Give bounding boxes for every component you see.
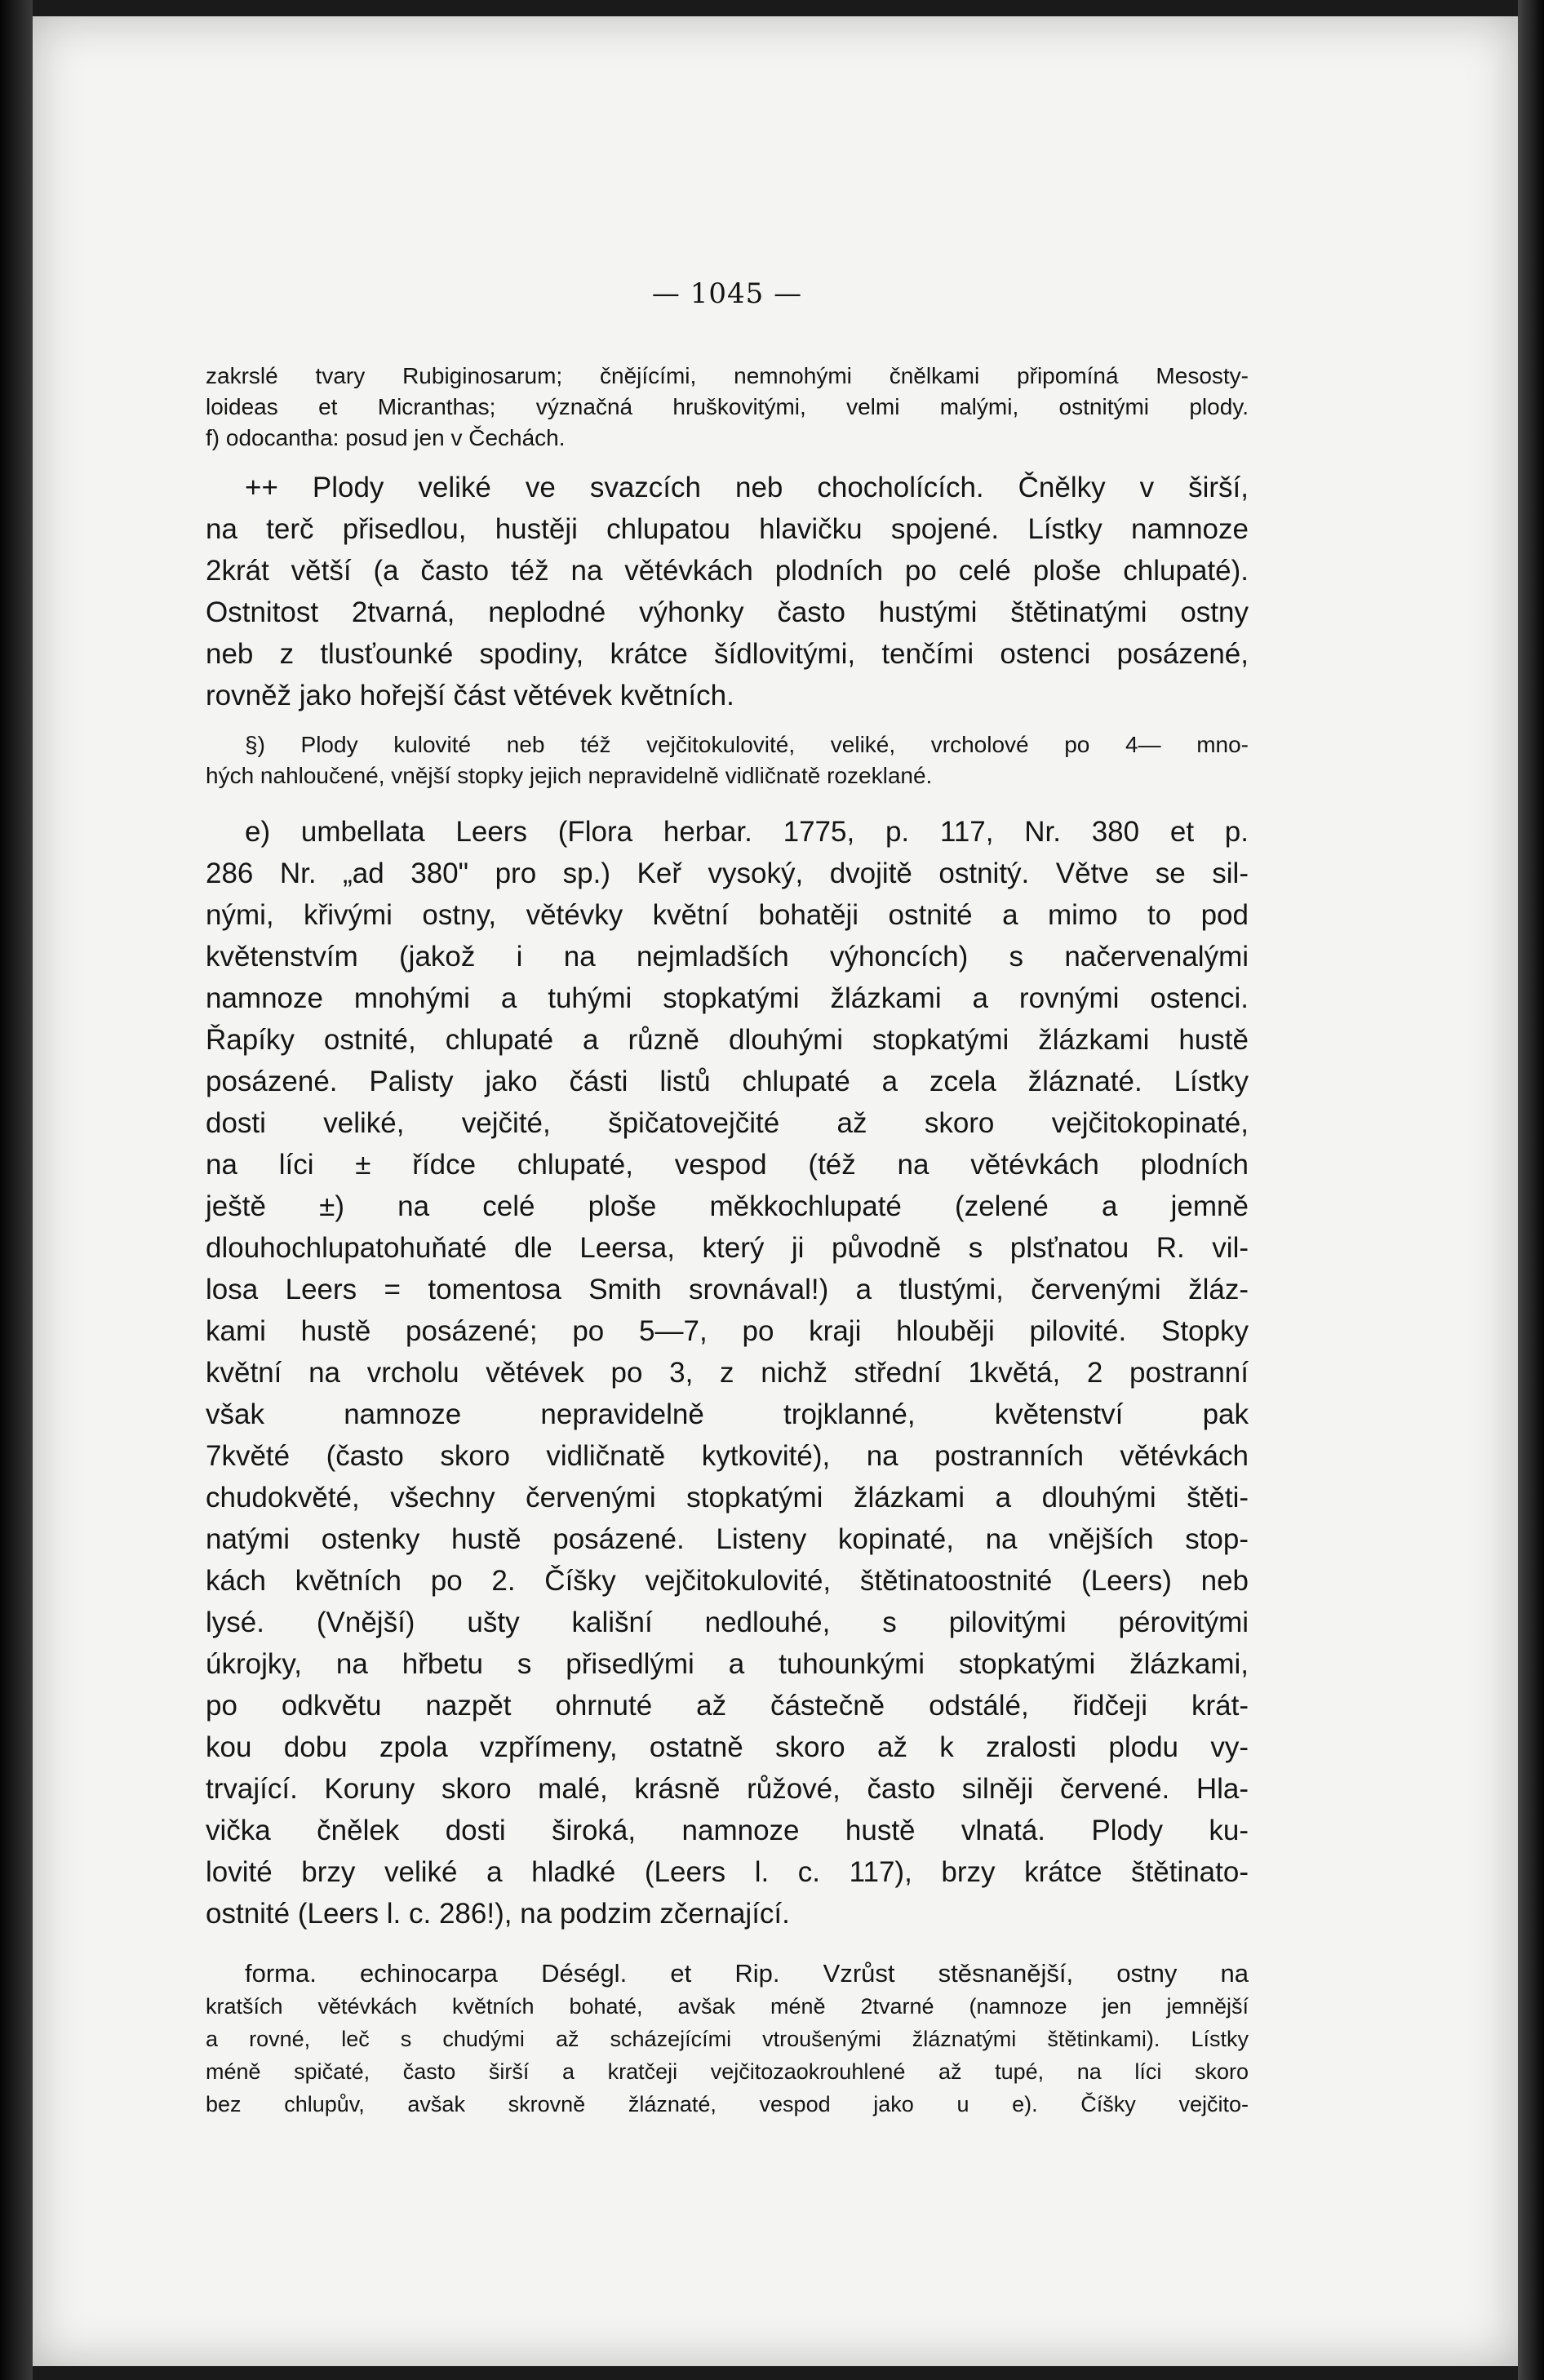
text-line: f) odocantha: posud jen v Čechách.: [206, 425, 566, 450]
text-line: méně spičaté, často širší a kratčeji vejčitozaokrouhlené až tupé, na líci skoro: [206, 2059, 1249, 2084]
text-line: dlouhochlupatohuňaté dle Leersa, který ji původně s plsťnatou R. vil-: [206, 1232, 1249, 1264]
text-line: ++ Plody veliké ve svazcích neb chocholících. Čnělky v širší,: [245, 472, 1249, 503]
text-line: kratších větévkách květních bohaté, avšak méně 2tvarné (namnoze jen jemnější: [206, 1994, 1249, 2019]
paragraph-section-mark: [206, 729, 1249, 791]
text-line: §) Plody kulovité neb též vejčitokulovité, veliké, vrcholové po 4— mno-: [245, 732, 1249, 757]
text-line: trvající. Koruny skoro malé, krásně růžové, často silněji červené. Hla-: [206, 1773, 1249, 1805]
text-line: natými ostenky hustě posázené. Listeny kopinaté, na vnějších stop-: [206, 1523, 1249, 1555]
text-line: bez chlupův, avšak skrovně žláznaté, vespod jako u e). Číšky vejčito-: [206, 2092, 1249, 2116]
text-line: Ostnitost 2tvarná, neplodné výhonky často hustými štětinatými ostny: [206, 596, 1249, 628]
text-line: na terč přisedlou, hustěji chlupatou hlavičku spojené. Lístky namnoze: [206, 513, 1249, 545]
text-line: lovité brzy veliké a hladké (Leers l. c. 117), brzy krátce štětinato-: [206, 1856, 1249, 1888]
text-line: ostnité (Leers l. c. 286!), na podzim zčernající.: [206, 1898, 790, 1930]
text-line: rovněž jako hořejší část větévek květních.: [206, 680, 734, 711]
text-line: 7květé (často skoro vidličnatě kytkovité), na postranních větévkách: [206, 1440, 1249, 1472]
paragraph-continuation: [206, 361, 1249, 454]
page-text: [206, 277, 1249, 2121]
text-line: loideas et Micranthas; význačná hruškovitými, velmi malými, ostnitými plody.: [206, 394, 1249, 419]
text-line: kami hustě posázené; po 5—7, po kraji hlouběji pilovité. Stopky: [206, 1315, 1249, 1347]
text-line: po odkvětu nazpět ohrnuté až částečně odstálé, řidčeji krát-: [206, 1690, 1249, 1722]
paragraph-plody-velike: [206, 467, 1249, 716]
page-number: — 1045 —: [651, 277, 803, 310]
text-line: losa Leers = tomentosa Smith srovnával!) a tlustými, červenými žláz-: [206, 1274, 1249, 1305]
text-line: posázené. Palisty jako části listů chlupaté a zcela žláznaté. Lístky: [206, 1066, 1249, 1097]
text-line: hých nahloučené, vnější stopky jejich nepravidelně vidličnatě rozeklané.: [206, 763, 933, 788]
text-line: ještě ±) na celé ploše měkkochlupaté (zelené a jemně: [206, 1190, 1249, 1222]
text-line: květenstvím (jakož i na nejmladších výhoncích) s načervenalými: [206, 941, 1249, 973]
text-line: zakrslé tvary Rubiginosarum; čnějícími, nemnohými čnělkami připomíná Mesosty-: [206, 363, 1249, 388]
text-line: chudokvěté, všechny červenými stopkatými žlázkami a dlouhými štěti-: [206, 1482, 1249, 1514]
text-line: nými, křivými ostny, větévky květní bohatěji ostnité a mimo to pod: [206, 899, 1249, 931]
scan-edge-left: [0, 0, 33, 2380]
text-line: lysé. (Vnější) ušty kališní nedlouhé, s pilovitými pérovitými: [206, 1607, 1249, 1638]
text-line: však namnoze nepravidelně trojklanné, květenství pak: [206, 1398, 1249, 1430]
paragraph-forma-echinocarpa: [206, 1957, 1249, 2121]
text-line: 2krát větší (a často též na větévkách plodních po celé ploše chlupaté).: [206, 555, 1249, 587]
text-line: e) umbellata Leers (Flora herbar. 1775, p. 117, Nr. 380 et p.: [245, 816, 1249, 848]
text-line: úkrojky, na hřbetu s přisedlými a tuhounkými stopkatými žlázkami,: [206, 1648, 1249, 1680]
text-line: kou dobu zpola vzpřímeny, ostatně skoro až k zralosti plodu vy-: [206, 1731, 1249, 1763]
scan-edge-right: [1518, 0, 1544, 2380]
text-line: květní na vrcholu větévek po 3, z nichž střední 1květá, 2 postranní: [206, 1357, 1249, 1389]
text-line: Řapíky ostnité, chlupaté a různě dlouhými stopkatými žlázkami hustě: [206, 1024, 1249, 1056]
text-line: kách květních po 2. Číšky vejčitokulovité, štětinatoostnité (Leers) neb: [206, 1565, 1249, 1597]
text-line: forma. echinocarpa Déségl. et Rip. Vzrůst stěsnanější, ostny na: [245, 1959, 1249, 1988]
text-line: 286 Nr. „ad 380" pro sp.) Keř vysoký, dvojitě ostnitý. Větve se sil-: [206, 858, 1249, 889]
text-line: namnoze mnohými a tuhými stopkatými žlázkami a rovnými ostenci.: [206, 982, 1249, 1014]
paragraph-umbellata: [206, 811, 1249, 1935]
text-line: na líci ± řídce chlupaté, vespod (též na větévkách plodních: [206, 1149, 1249, 1181]
text-line: vička čnělek dosti široká, namnoze hustě vlnatá. Plody ku-: [206, 1815, 1249, 1846]
text-line: dosti veliké, vejčité, špičatovejčité až skoro vejčitokopinaté,: [206, 1107, 1249, 1139]
text-line: a rovné, leč s chudými až scházejícími vtroušenými žláznatými štětinkami). Lístky: [206, 2027, 1249, 2051]
text-line: neb z tlusťounké spodiny, krátce šídlovitými, tenčími ostenci posázené,: [206, 638, 1249, 670]
